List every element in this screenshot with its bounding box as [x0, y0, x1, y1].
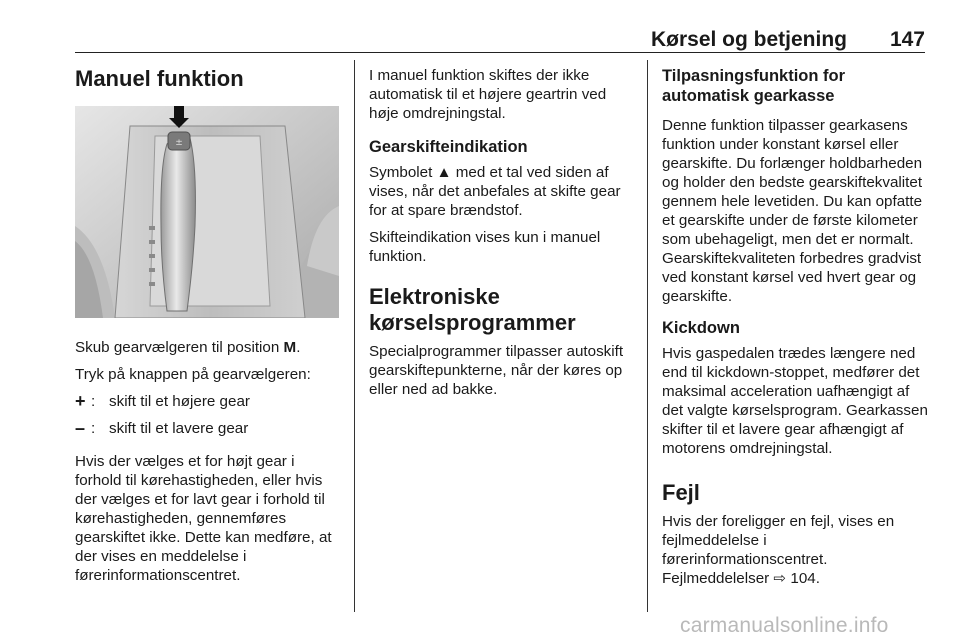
page-number: 147 — [889, 28, 925, 51]
gear-warning-text: Hvis der vælges et for højt gear i forhold til kørehastigheden, eller hvis der vælges et for lavt gear i forhold til kørehastigheden, gennemføres gearskiftet ikke. Dette kan medføre, at der vises en meddelelse i førerinformationscentret. — [75, 453, 332, 584]
instruction-position-m: Skub gearvælgeren til position M. — [75, 339, 301, 356]
minus-icon: – — [75, 418, 86, 438]
downshift-item: – : skift til et lavere gear — [75, 418, 249, 438]
shift-indication-manual: Skifteindikation vises kun i manuel funktion. — [369, 229, 601, 265]
column-3 — [662, 66, 928, 596]
kickdown-text: Hvis gaspedalen trædes længere ned end til kickdown-stoppet, medfører det maksimal acceleration uafhængigt af det valgte kørselsprogram. Gearkassen skifter til et lavere gear afhængigt af motorens omdrejningstal. — [662, 345, 928, 457]
heading-manual-mode: Manuel funktion — [75, 66, 244, 91]
column-divider-1 — [354, 60, 355, 612]
svg-text:±: ± — [175, 138, 183, 148]
plus-icon: + — [75, 391, 86, 411]
heading-fault: Fejl — [662, 480, 700, 505]
column-divider-2 — [647, 60, 648, 612]
instruction-press-button: Tryk på knappen på gearvælgeren: — [75, 366, 311, 383]
page-header — [75, 28, 925, 53]
electronic-programs-text: Specialprogrammer tilpasser autoskift gearskiftepunkterne, når der køres op eller ned ad bakke. — [369, 343, 624, 398]
upshift-item: + : skift til et højere gear — [75, 391, 250, 411]
shift-indication-text: Symbolet ▲ med et tal ved siden af vises, når det anbefales at skifte gear for at spare brændstof. — [369, 164, 621, 219]
column-1 — [75, 66, 341, 593]
manual-mode-note: I manuel funktion skiftes der ikke automatisk til et højere geartrin ved høje omdrejningstal. — [369, 67, 607, 122]
gear-selector-image — [75, 106, 339, 318]
heading-shift-indication: Gearskifteindikation — [369, 138, 528, 156]
heading-adaptation: Tilpasningsfunktion for automatisk gearkasse — [662, 67, 846, 105]
adaptation-text: Denne funktion tilpasser gearkasens funktion under konstant kørsel eller gearskifte. Du forlænger holdbarheden og holder den bedste gearskiftekvalitet gennem hele levetiden. Du kan opfatte et gearskifte under de første kilometer som ubehageligt, men det er normalt. Gearskiftekvaliteten forbedres gradvist ved konstant kørsel ved hvert gear og gearskifte. — [662, 117, 923, 305]
column-2 — [369, 66, 635, 407]
gear-selector-illustration — [75, 106, 339, 318]
heading-electronic-programs: Elektroniske kørselsprogrammer — [369, 284, 576, 335]
heading-kickdown: Kickdown — [662, 319, 740, 337]
watermark: carmanualsonline.info — [680, 614, 889, 637]
fault-text: Hvis der foreligger en fejl, vises en fejlmeddelelse i førerinformationscentret. Fejlmeddelelser ⇨ 104. — [662, 513, 895, 587]
section-title: Kørsel og betjening — [650, 28, 847, 51]
